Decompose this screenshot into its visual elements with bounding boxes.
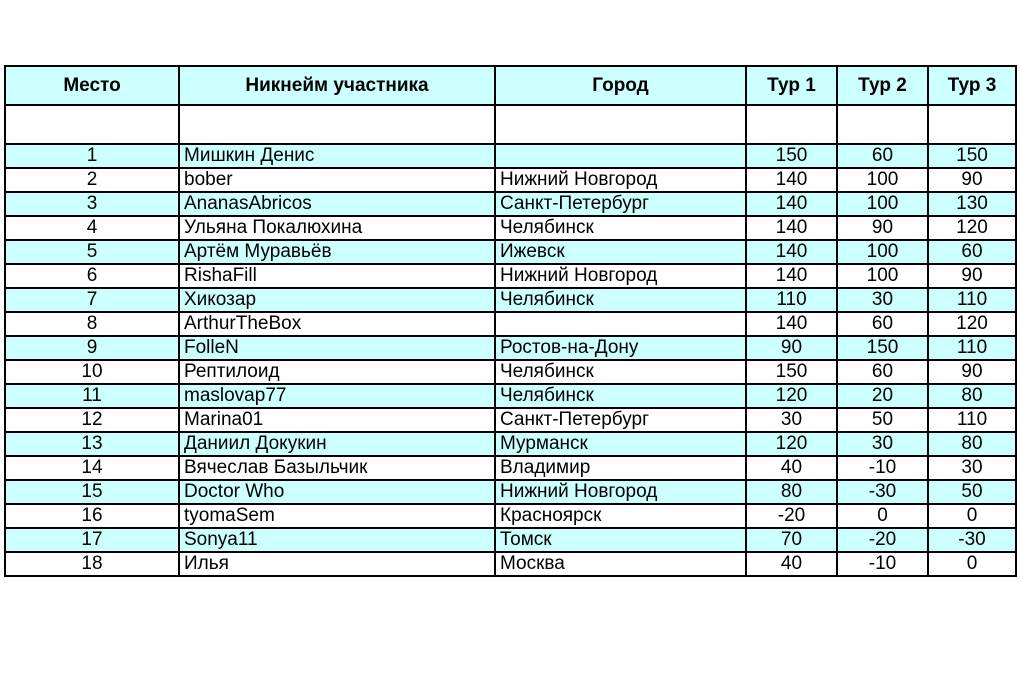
city-cell: Челябинск xyxy=(495,288,746,312)
nickname-cell: tyomaSem xyxy=(179,504,495,528)
tour1-cell: 40 xyxy=(746,552,837,576)
table-row xyxy=(5,288,1016,312)
table-row xyxy=(5,264,1016,288)
tour2-cell: 90 xyxy=(837,216,928,240)
place-cell: 13 xyxy=(5,432,179,456)
empty-cell xyxy=(5,105,179,144)
city-cell: Томск xyxy=(495,528,746,552)
tour2-cell: 0 xyxy=(837,504,928,528)
city-cell: Ижевск xyxy=(495,240,746,264)
tour1-cell: 140 xyxy=(746,312,837,336)
table-row xyxy=(5,336,1016,360)
table-row xyxy=(5,312,1016,336)
tour1-cell: 140 xyxy=(746,240,837,264)
table-row xyxy=(5,456,1016,480)
empty-cell xyxy=(746,105,837,144)
tour1-cell: 120 xyxy=(746,432,837,456)
table-row xyxy=(5,192,1016,216)
tour2-cell: -10 xyxy=(837,552,928,576)
table-row xyxy=(5,240,1016,264)
tour3-cell: -30 xyxy=(928,528,1016,552)
place-cell: 14 xyxy=(5,456,179,480)
city-cell: Санкт-Петербург xyxy=(495,192,746,216)
tour2-cell: -10 xyxy=(837,456,928,480)
table-row xyxy=(5,528,1016,552)
empty-cell xyxy=(179,105,495,144)
nickname-cell: Илья xyxy=(179,552,495,576)
header-nickname: Никнейм участника xyxy=(179,66,495,105)
tour2-cell: 60 xyxy=(837,360,928,384)
nickname-cell: RishaFill xyxy=(179,264,495,288)
nickname-cell: ArthurTheBox xyxy=(179,312,495,336)
tour2-cell: 50 xyxy=(837,408,928,432)
place-cell: 17 xyxy=(5,528,179,552)
tour2-cell: 30 xyxy=(837,432,928,456)
tour1-cell: 140 xyxy=(746,216,837,240)
tour3-cell: 80 xyxy=(928,384,1016,408)
nickname-cell: bober xyxy=(179,168,495,192)
tour1-cell: 140 xyxy=(746,264,837,288)
tour1-cell: 150 xyxy=(746,144,837,168)
nickname-cell: Даниил Докукин xyxy=(179,432,495,456)
tour2-cell: 30 xyxy=(837,288,928,312)
tour1-cell: 30 xyxy=(746,408,837,432)
tour2-cell: 20 xyxy=(837,384,928,408)
place-cell: 11 xyxy=(5,384,179,408)
tour3-cell: 90 xyxy=(928,264,1016,288)
table-row xyxy=(5,384,1016,408)
city-cell: Челябинск xyxy=(495,360,746,384)
tour3-cell: 0 xyxy=(928,504,1016,528)
empty-cell xyxy=(837,105,928,144)
tour3-cell: 80 xyxy=(928,432,1016,456)
tour1-cell: 70 xyxy=(746,528,837,552)
nickname-cell: Вячеслав Базыльчик xyxy=(179,456,495,480)
tour3-cell: 90 xyxy=(928,168,1016,192)
table-row xyxy=(5,408,1016,432)
tour1-cell: 110 xyxy=(746,288,837,312)
tour2-cell: 60 xyxy=(837,144,928,168)
table-row xyxy=(5,480,1016,504)
tour3-cell: 110 xyxy=(928,288,1016,312)
place-cell: 12 xyxy=(5,408,179,432)
empty-cell xyxy=(495,105,746,144)
city-cell: Челябинск xyxy=(495,384,746,408)
city-cell xyxy=(495,312,746,336)
nickname-cell: FolleN xyxy=(179,336,495,360)
nickname-cell: Sonya11 xyxy=(179,528,495,552)
header-tour3: Тур 3 xyxy=(928,66,1016,105)
city-cell xyxy=(495,144,746,168)
tour3-cell: 120 xyxy=(928,216,1016,240)
place-cell: 2 xyxy=(5,168,179,192)
tour2-cell: 100 xyxy=(837,168,928,192)
city-cell: Челябинск xyxy=(495,216,746,240)
header-city: Город xyxy=(495,66,746,105)
header-place: Место xyxy=(5,66,179,105)
tour1-cell: 150 xyxy=(746,360,837,384)
empty-cell xyxy=(928,105,1016,144)
empty-row xyxy=(5,105,1016,144)
nickname-cell: Мишкин Денис xyxy=(179,144,495,168)
city-cell: Нижний Новгород xyxy=(495,168,746,192)
table-row xyxy=(5,144,1016,168)
city-cell: Нижний Новгород xyxy=(495,480,746,504)
tour3-cell: 130 xyxy=(928,192,1016,216)
nickname-cell: maslovap77 xyxy=(179,384,495,408)
place-cell: 15 xyxy=(5,480,179,504)
place-cell: 18 xyxy=(5,552,179,576)
place-cell: 3 xyxy=(5,192,179,216)
header-row xyxy=(5,66,1016,105)
city-cell: Мурманск xyxy=(495,432,746,456)
tour1-cell: 120 xyxy=(746,384,837,408)
nickname-cell: Хикозар xyxy=(179,288,495,312)
tour1-cell: -20 xyxy=(746,504,837,528)
tour3-cell: 120 xyxy=(928,312,1016,336)
tour1-cell: 140 xyxy=(746,192,837,216)
place-cell: 1 xyxy=(5,144,179,168)
tour2-cell: -20 xyxy=(837,528,928,552)
tour2-cell: 150 xyxy=(837,336,928,360)
city-cell: Владимир xyxy=(495,456,746,480)
city-cell: Красноярск xyxy=(495,504,746,528)
place-cell: 5 xyxy=(5,240,179,264)
tour1-cell: 40 xyxy=(746,456,837,480)
city-cell: Санкт-Петербург xyxy=(495,408,746,432)
place-cell: 6 xyxy=(5,264,179,288)
city-cell: Ростов-на-Дону xyxy=(495,336,746,360)
nickname-cell: Рептилоид xyxy=(179,360,495,384)
tour3-cell: 110 xyxy=(928,336,1016,360)
nickname-cell: Doctor Who xyxy=(179,480,495,504)
nickname-cell: Ульяна Покалюхина xyxy=(179,216,495,240)
place-cell: 4 xyxy=(5,216,179,240)
table-row xyxy=(5,504,1016,528)
tour3-cell: 0 xyxy=(928,552,1016,576)
tour2-cell: 100 xyxy=(837,240,928,264)
header-tour1: Тур 1 xyxy=(746,66,837,105)
place-cell: 10 xyxy=(5,360,179,384)
tour2-cell: 100 xyxy=(837,192,928,216)
results-table xyxy=(4,65,1017,577)
nickname-cell: Артём Муравьёв xyxy=(179,240,495,264)
city-cell: Нижний Новгород xyxy=(495,264,746,288)
tour1-cell: 90 xyxy=(746,336,837,360)
nickname-cell: AnanasAbricos xyxy=(179,192,495,216)
header-tour2: Тур 2 xyxy=(837,66,928,105)
tour2-cell: 100 xyxy=(837,264,928,288)
place-cell: 7 xyxy=(5,288,179,312)
place-cell: 8 xyxy=(5,312,179,336)
tour3-cell: 90 xyxy=(928,360,1016,384)
tour3-cell: 50 xyxy=(928,480,1016,504)
nickname-cell: Marina01 xyxy=(179,408,495,432)
table-row xyxy=(5,432,1016,456)
tour3-cell: 60 xyxy=(928,240,1016,264)
tour3-cell: 110 xyxy=(928,408,1016,432)
table-row xyxy=(5,216,1016,240)
tour1-cell: 140 xyxy=(746,168,837,192)
tour1-cell: 80 xyxy=(746,480,837,504)
tour2-cell: 60 xyxy=(837,312,928,336)
tour2-cell: -30 xyxy=(837,480,928,504)
table-row xyxy=(5,552,1016,576)
tour3-cell: 150 xyxy=(928,144,1016,168)
city-cell: Москва xyxy=(495,552,746,576)
table-row xyxy=(5,168,1016,192)
place-cell: 9 xyxy=(5,336,179,360)
table-row xyxy=(5,360,1016,384)
place-cell: 16 xyxy=(5,504,179,528)
tour3-cell: 30 xyxy=(928,456,1016,480)
